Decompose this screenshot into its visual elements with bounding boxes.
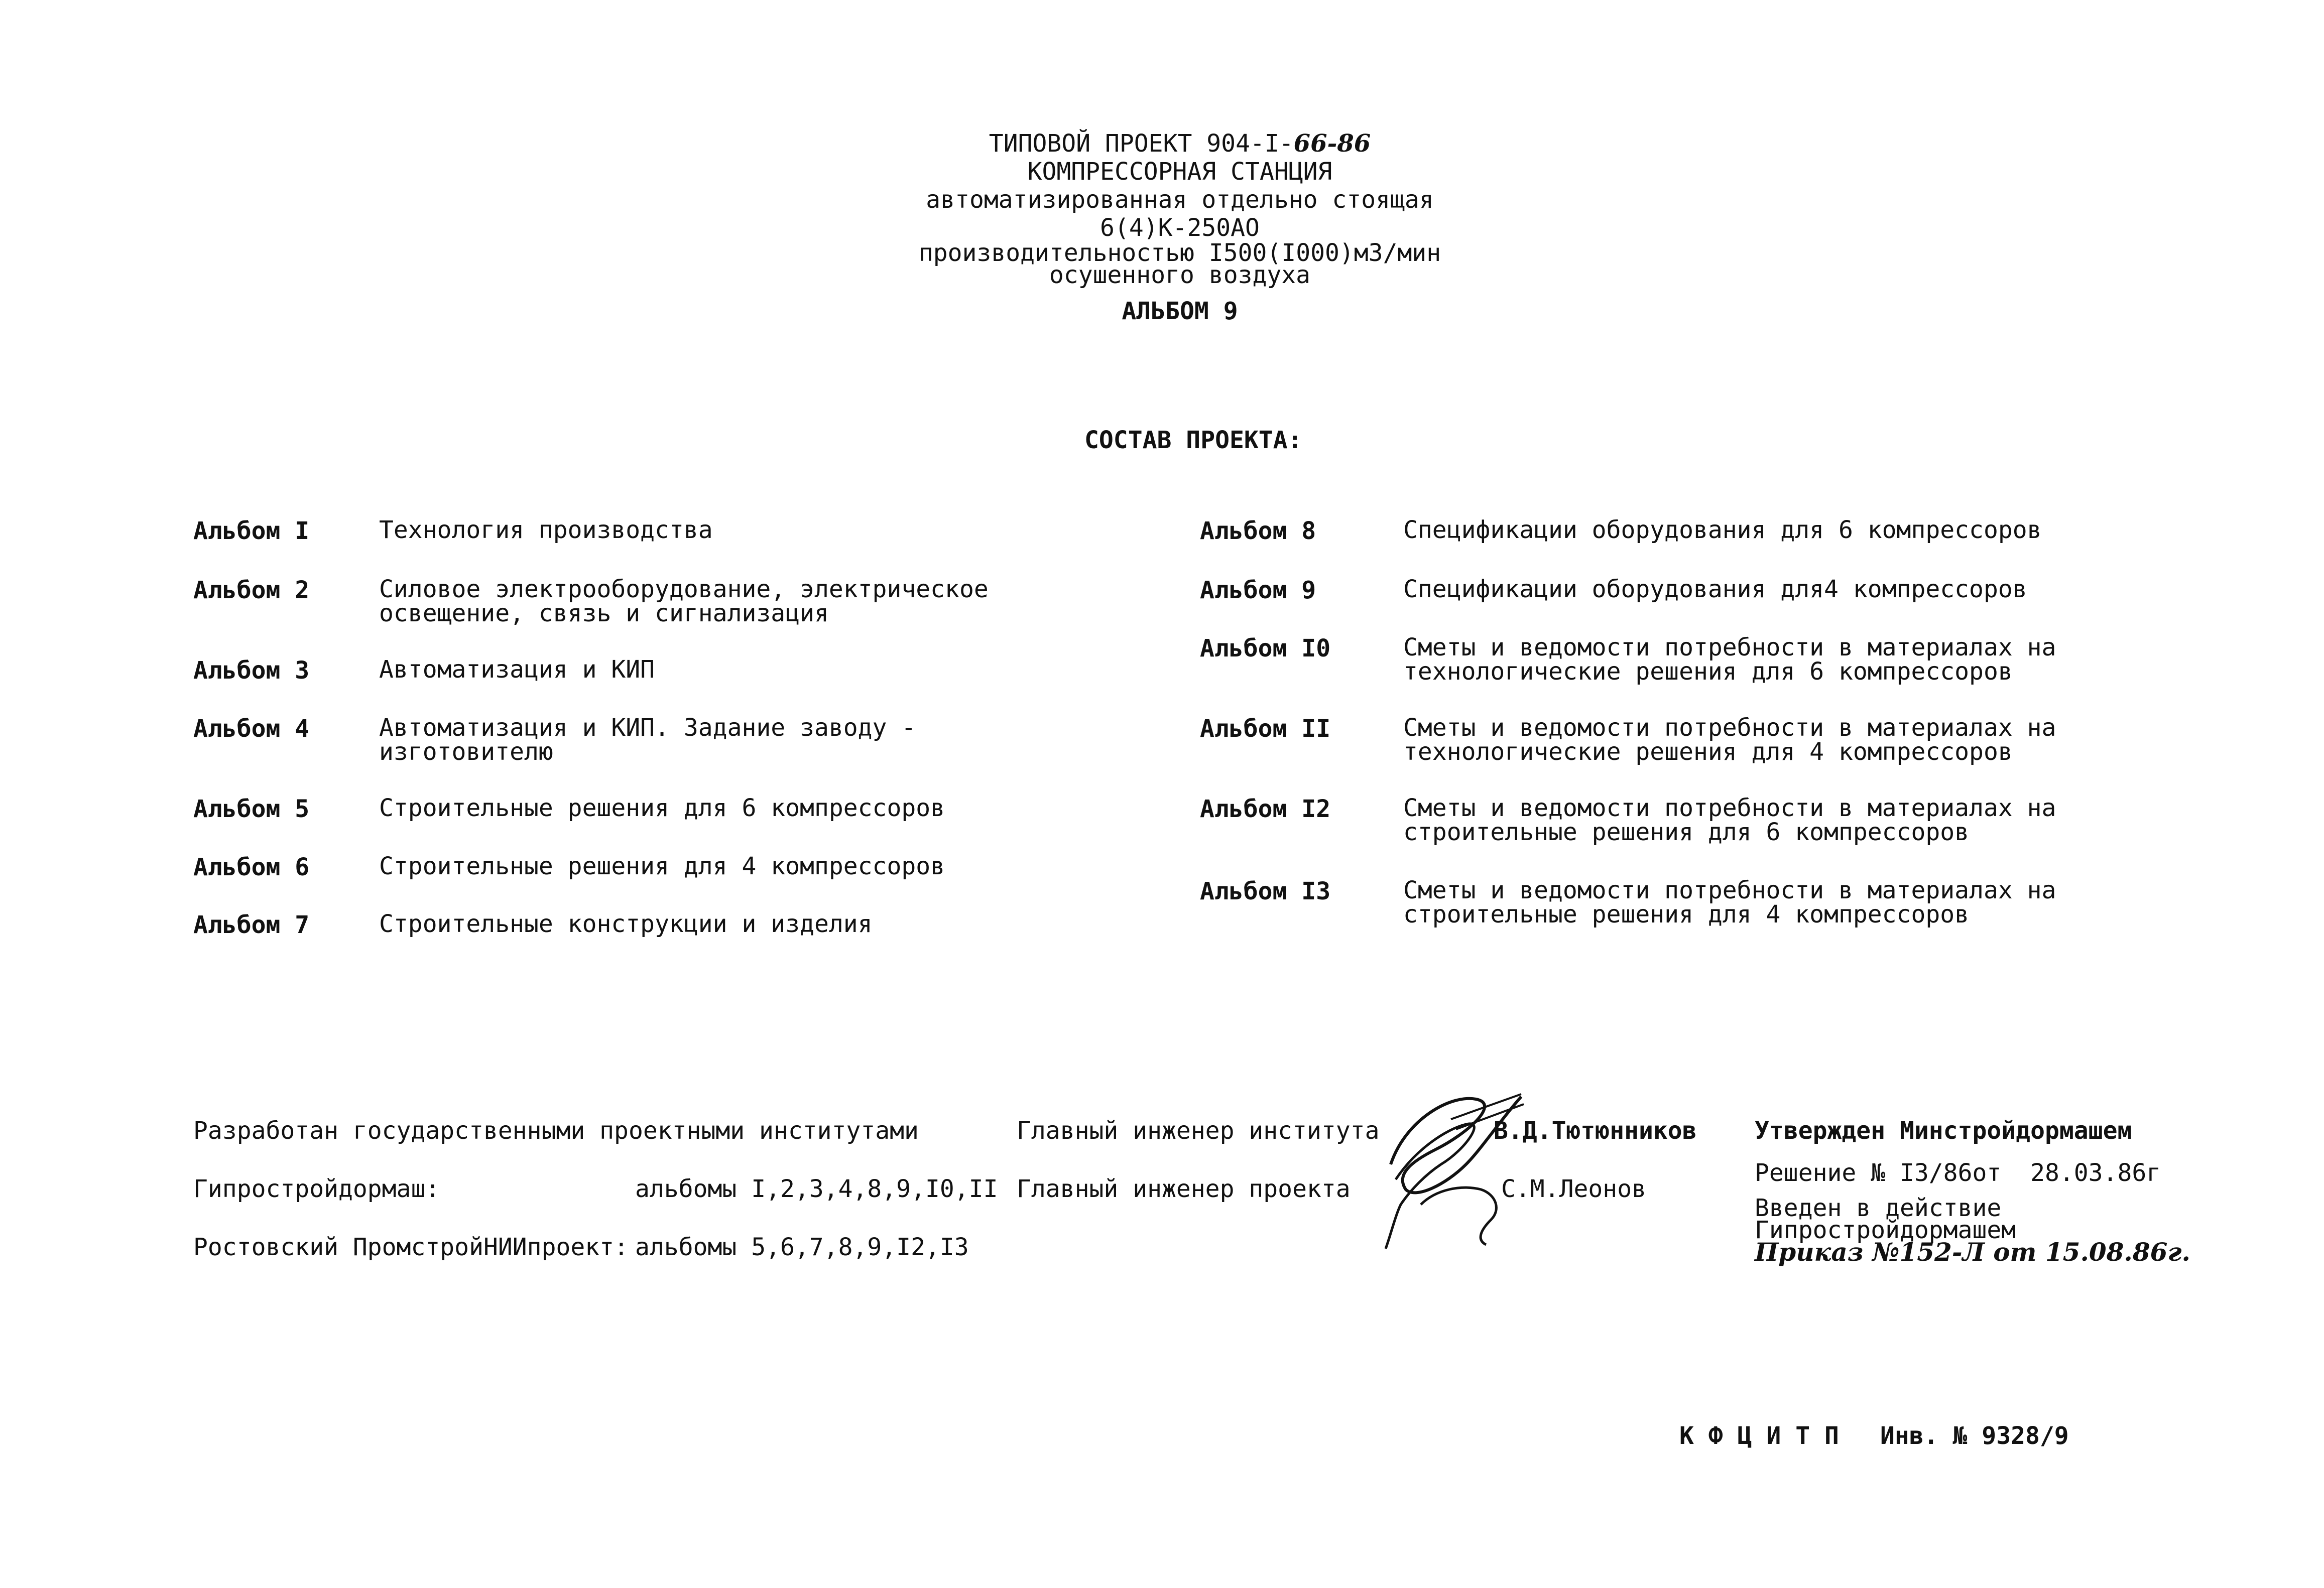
album-label: Альбом II	[1200, 715, 1331, 743]
station-title: КОМПРЕССОРНАЯ СТАНЦИЯ	[1027, 158, 1332, 186]
album-description: Строительные конструкции и изделия	[379, 910, 873, 938]
album-description: Строительные решения для 4 компрессоров	[379, 852, 945, 880]
album-label: Альбом 4	[193, 715, 310, 743]
album-description: Спецификации оборудования для 6 компрессоров	[1403, 516, 2042, 544]
project-number: ТИПОВОЙ ПРОЕКТ 904-I-66-86	[989, 129, 1371, 158]
chief-engineer-institute-label: Главный инженер института	[1017, 1117, 1380, 1145]
album-label: Альбом I3	[1200, 877, 1331, 905]
approval-heading: Утвержден Минстройдормашем	[1755, 1117, 2132, 1145]
chief-engineer-project-label: Главный инженер проекта	[1017, 1175, 1351, 1203]
developers-heading: Разработан государственными проектными институтами	[193, 1117, 919, 1145]
album-description: Спецификации оборудования для4 компрессоров	[1403, 575, 2027, 603]
album-title: АЛЬБОМ 9	[1122, 297, 1238, 325]
approval-order-handwritten: Приказ №152-Л от 15.08.86г.	[1755, 1237, 2190, 1267]
album-label: Альбом 7	[193, 911, 310, 939]
title-block	[853, 129, 1506, 325]
album-label: Альбом 3	[193, 656, 310, 685]
album-label: Альбом I	[193, 517, 310, 545]
handwritten-project-suffix: 66-86	[1293, 129, 1371, 158]
album-description: Сметы и ведомости потребности в материалах на строительные решения для 4 компрессоров	[1403, 876, 2056, 929]
station-model: 6(4)К-250АО	[1100, 214, 1260, 242]
institute-1-name: Гипростройдормаш:	[193, 1175, 440, 1203]
album-description: Сметы и ведомости потребности в материалах на технологические решения для 4 компрессоров	[1403, 714, 2056, 766]
approval-enacted-by: Гипростройдормашем	[1755, 1216, 2016, 1244]
approval-enacted: Введен в действие	[1755, 1194, 2002, 1222]
footer-inventory-number: Инв. № 9328/9	[1880, 1422, 2069, 1450]
album-description: Автоматизация и КИП	[379, 655, 655, 684]
album-description: Силовое электрооборудование, электрическое освещение, связь и сигнализация	[379, 575, 989, 627]
album-label: Альбом 9	[1200, 576, 1316, 604]
album-description: Строительные решения для 6 компрессоров	[379, 794, 945, 822]
capacity-line: производительностью I500(I000)м3/мин	[918, 239, 1441, 267]
album-description: Сметы и ведомости потребности в материалах на технологические решения для 6 компрессоров	[1403, 633, 2056, 686]
institute-1-albums: альбомы I,2,3,4,8,9,I0,II	[635, 1175, 998, 1203]
album-description: Сметы и ведомости потребности в материалах на строительные решения для 6 компрессоров	[1403, 794, 2056, 846]
album-label: Альбом 5	[193, 795, 310, 823]
institute-2-albums: альбомы 5,6,7,8,9,I2,I3	[635, 1233, 969, 1261]
album-description: Технология производства	[379, 516, 713, 544]
album-label: Альбом 6	[193, 853, 310, 881]
album-label: Альбом I2	[1200, 795, 1331, 823]
approval-decision: Решение № I3/86от 28.03.86г	[1755, 1159, 2161, 1187]
album-label: Альбом I0	[1200, 634, 1331, 663]
air-type-line: осушенного воздуха	[1049, 261, 1311, 289]
chief-engineer-project-name: С.М.Леонов	[1501, 1175, 1646, 1203]
footer-organization: К Ф Ц И Т П	[1679, 1422, 1839, 1450]
album-description: Автоматизация и КИП. Задание заводу - изготовителю	[379, 714, 916, 766]
handwritten-signature	[1376, 1089, 1526, 1250]
institute-2-name: Ростовский ПромстройНИИпроект:	[193, 1233, 629, 1261]
composition-title: СОСТАВ ПРОЕКТА:	[1084, 426, 1302, 454]
chief-engineer-institute-name: В.Д.Тютюнников	[1494, 1117, 1697, 1145]
station-type: автоматизированная отдельно стоящая	[926, 186, 1434, 214]
album-label: Альбом 8	[1200, 517, 1316, 545]
album-label: Альбом 2	[193, 576, 310, 604]
